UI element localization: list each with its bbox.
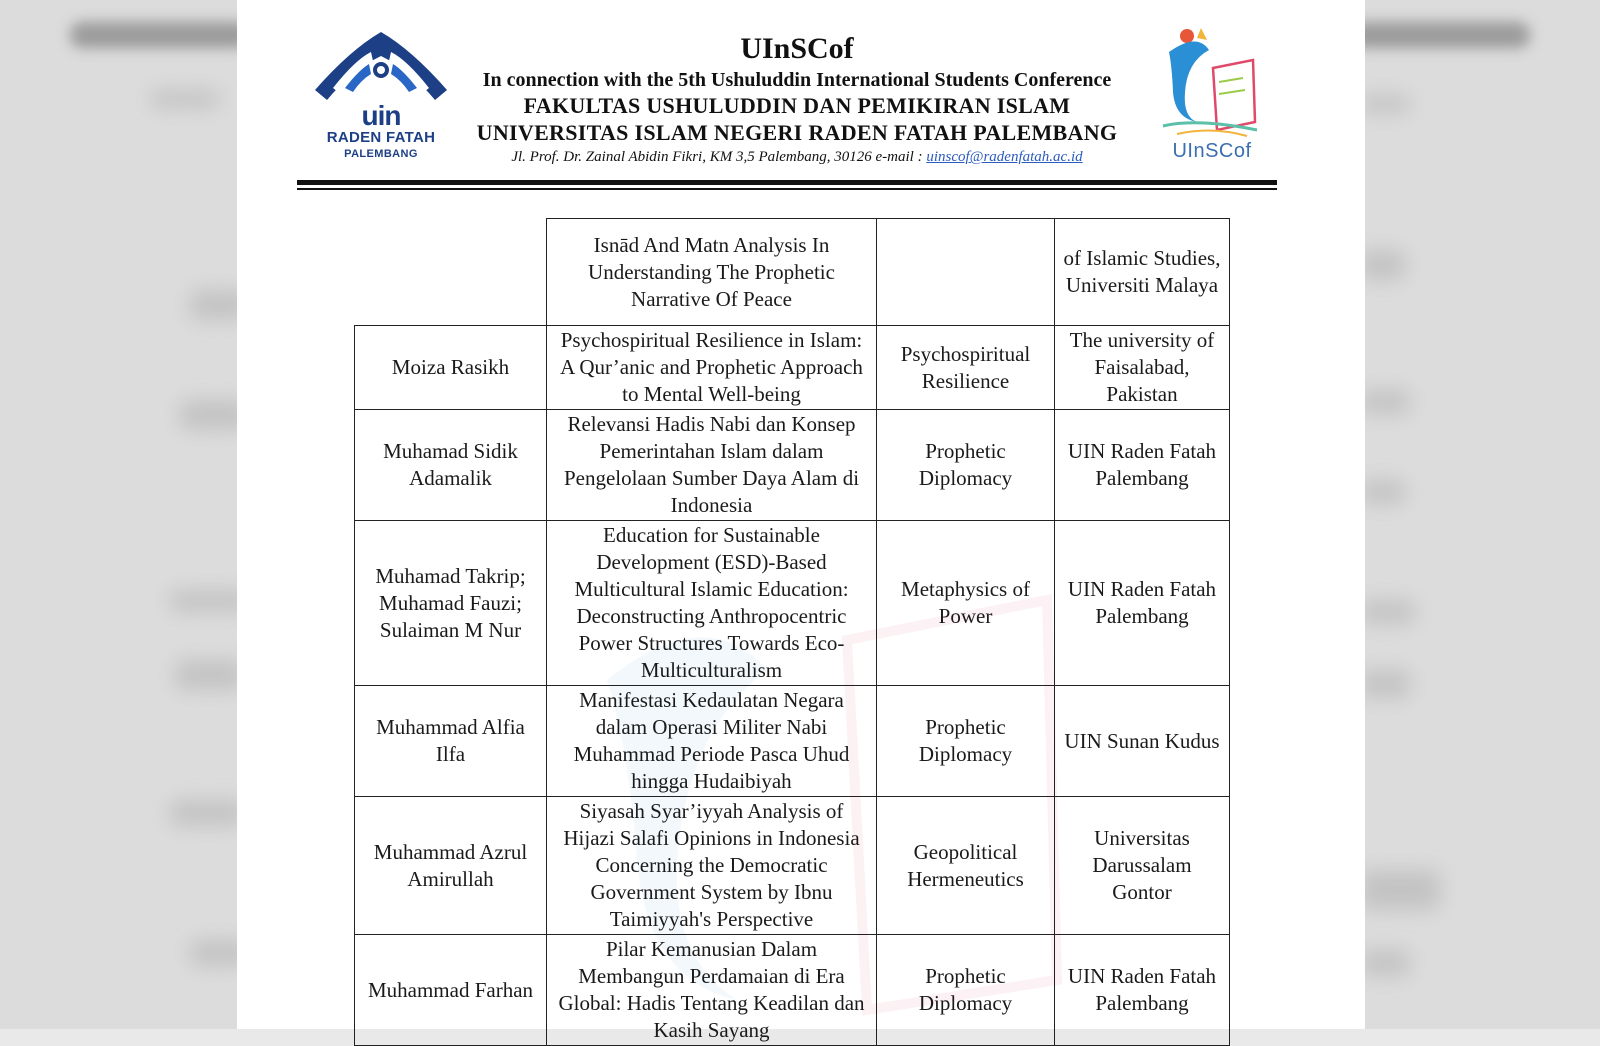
institution-cell: UIN Raden Fatah Palembang [1055, 410, 1230, 521]
uinscof-logo-text: UInSCof [1172, 140, 1252, 162]
header-rule-thin [297, 188, 1277, 190]
theme-cell: Metaphysics of Power [877, 521, 1055, 686]
table-row [355, 410, 1230, 521]
background-right [1360, 0, 1600, 1029]
author-cell: Muhamad Takrip; Muhamad Fauzi; Sulaiman M Nur [355, 521, 547, 686]
uinscof-logo [1157, 22, 1267, 172]
logo-text: uin [361, 100, 401, 131]
document-page [237, 0, 1365, 1042]
author-cell: Muhamad Sidik Adamalik [355, 410, 547, 521]
title-cell: Relevansi Hadis Nabi dan Konsep Pemerintahan Islam dalam Pengelolaan Sumber Daya Alam di Indonesia [547, 410, 877, 521]
author-cell [355, 219, 547, 326]
university-name: UNIVERSITAS ISLAM NEGERI RADEN FATAH PALEMBANG [476, 120, 1118, 145]
author-cell: Muhammad Farhan [355, 935, 547, 1046]
table-row [355, 326, 1230, 410]
theme-cell: Psychospiritual Resilience [877, 326, 1055, 410]
theme-cell: Prophetic Diplomacy [877, 686, 1055, 797]
title-cell: Psychospiritual Resilience in Islam: A Qur’anic and Prophetic Approach to Mental Well-being [547, 326, 877, 410]
author-cell: Muhammad Alfia Ilfa [355, 686, 547, 797]
title-cell: Manifestasi Kedaulatan Negara dalam Operasi Militer Nabi Muhammad Periode Pasca Uhud hingga Hudaibiyah [547, 686, 877, 797]
theme-cell: Prophetic Diplomacy [877, 410, 1055, 521]
presenters-table [354, 218, 1230, 1046]
institution-cell: UIN Raden Fatah Palembang [1055, 935, 1230, 1046]
table-row [355, 521, 1230, 686]
theme-cell: Geopolitical Hermeneutics [877, 797, 1055, 935]
table-row [355, 686, 1230, 797]
institution-cell: UIN Sunan Kudus [1055, 686, 1230, 797]
theme-cell: Prophetic Diplomacy [877, 935, 1055, 1046]
email-link[interactable]: uinscof@radenfatah.ac.id [926, 149, 1083, 165]
title-cell: Siyasah Syar’iyyah Analysis of Hijazi Salafi Opinions in Indonesia Concerning the Democratic Government System by Ibnu Taimiyyah's Perspective [547, 797, 877, 935]
logo-city: PALEMBANG [344, 148, 418, 160]
theme-cell [877, 219, 1055, 326]
title-cell: Isnād And Matn Analysis In Understanding The Prophetic Narrative Of Peace [547, 219, 877, 326]
institution-cell: Universitas Darussalam Gontor [1055, 797, 1230, 935]
institution-cell: of Islamic Studies, Universiti Malaya [1055, 219, 1230, 326]
table-row [355, 935, 1230, 1046]
header-rule-thick [297, 180, 1277, 185]
institution-cell: UIN Raden Fatah Palembang [1055, 521, 1230, 686]
institution-cell: The university of Faisalabad, Pakistan [1055, 326, 1230, 410]
logo-name: RADEN FATAH [326, 129, 436, 146]
conference-subtitle: In connection with the 5th Ushuluddin International Students Conference [482, 69, 1112, 91]
faculty-name: FAKULTAS USHULUDDIN DAN PEMIKIRAN ISLAM [523, 93, 1071, 118]
title-cell: Pilar Kemanusian Dalam Membangun Perdamaian di Era Global: Hadis Tentang Keadilan dan Kasih Sayang [547, 935, 877, 1046]
table-row [355, 219, 1230, 326]
conference-title: UInSCof [740, 32, 854, 65]
address-text: Jl. Prof. Dr. Zainal Abidin Fikri, KM 3,5 Palembang, 30126 e-mail : [511, 149, 927, 165]
uin-raden-fatah-logo [307, 30, 455, 170]
author-cell: Moiza Rasikh [355, 326, 547, 410]
address-line [447, 146, 1147, 168]
letterhead-text [447, 30, 1147, 168]
table-row [355, 797, 1230, 935]
background-left [0, 0, 240, 1029]
author-cell: Muhammad Azrul Amirullah [355, 797, 547, 935]
letterhead [237, 0, 1365, 200]
title-cell: Education for Sustainable Development (ESD)-Based Multicultural Islamic Education: Deconstructing Anthropocentric Power Structures Towards Eco-Multiculturalism [547, 521, 877, 686]
